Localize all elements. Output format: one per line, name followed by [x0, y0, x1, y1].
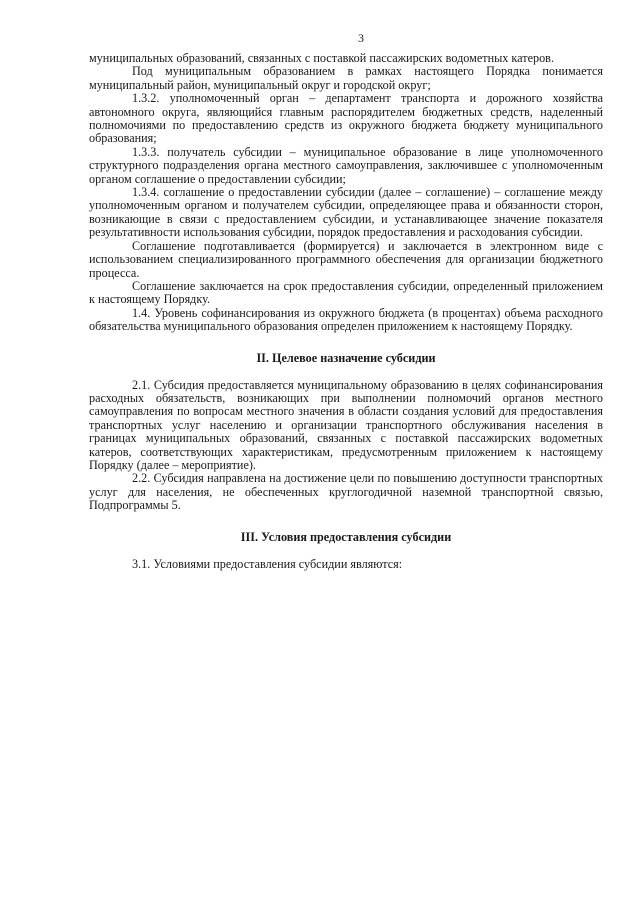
paragraph-2-1: 2.1. Субсидия предоставляется муниципальному образованию в целях софинансирования расходных обязательств, возникающих при выполнении полномочий органов местного самоуправления по вопросам местного значения в области создания условий для предоставления транспортных услуг населению и организации транспортного обслуживания населения в границах муниципальных образований, связанных с поставкой пассажирских водометных катеров, соответствующих характеристикам, предусмотренным приложением к настоящему Порядку (далее – мероприятие).	[89, 377, 603, 472]
section-heading-3: III. Условия предоставления субсидии	[240, 529, 452, 544]
paragraph-1-3-3: 1.3.3. получатель субсидии – муниципальное образование в лице уполномоченного структурного подразделения органа местного самоуправления, заключившее с уполномоченным органом соглашение о предоставлении субсидии;	[89, 144, 603, 186]
paragraph-3-1: 3.1. Условиями предоставления субсидии являются:	[132, 556, 403, 571]
paragraph-1-4: 1.4. Уровень софинансирования из окружного бюджета (в процентах) объема расходного обязательства муниципального образования определен приложением к настоящему Порядку.	[89, 305, 603, 334]
paragraph-continuation: муниципальных образований, связанных с поставкой пассажирских водометных катеров.	[89, 51, 554, 65]
paragraph-1-3-2: 1.3.2. уполномоченный орган – департамент транспорта и дорожного хозяйства автономного округа, являющийся главным распорядителем бюджетных средств, наделенный полномочиями по предоставлению средств из окружного бюджета бюджету муниципального образования;	[89, 91, 603, 146]
page-number: 3	[358, 31, 364, 45]
paragraph-agreement-term: Соглашение заключается на срок предоставления субсидии, определенный приложением к настоящему Порядку.	[89, 278, 603, 307]
paragraph-2-2: 2.2. Субсидия направлена на достижение цели по повышению доступности транспортных услуг для населения, не обеспеченных круглогодичной наземной транспортной связью, Подпрограммы 5.	[89, 471, 603, 513]
paragraph-municipal-definition: Под муниципальным образованием в рамках настоящего Порядка понимается муниципальный район, муниципальный округ и городской округ;	[89, 64, 603, 92]
paragraph-agreement-prepared: Соглашение подготавливается (формируется) и заключается в электронном виде с использованием специализированного программного обеспечения для организации бюджетного процесса.	[89, 238, 603, 280]
paragraph-1-3-4: 1.3.4. соглашение о предоставлении субсидии (далее – соглашение) – соглашение между уполномоченным органом и получателем субсидии, определяющее права и обязанности сторон, возникающие в связи с предоставлением субсидии, и устанавливающее значение показателя результативности использования субсидии, порядок предоставления и расходования субсидии.	[89, 185, 603, 240]
section-heading-2: II. Целевое назначение субсидии	[256, 350, 436, 365]
